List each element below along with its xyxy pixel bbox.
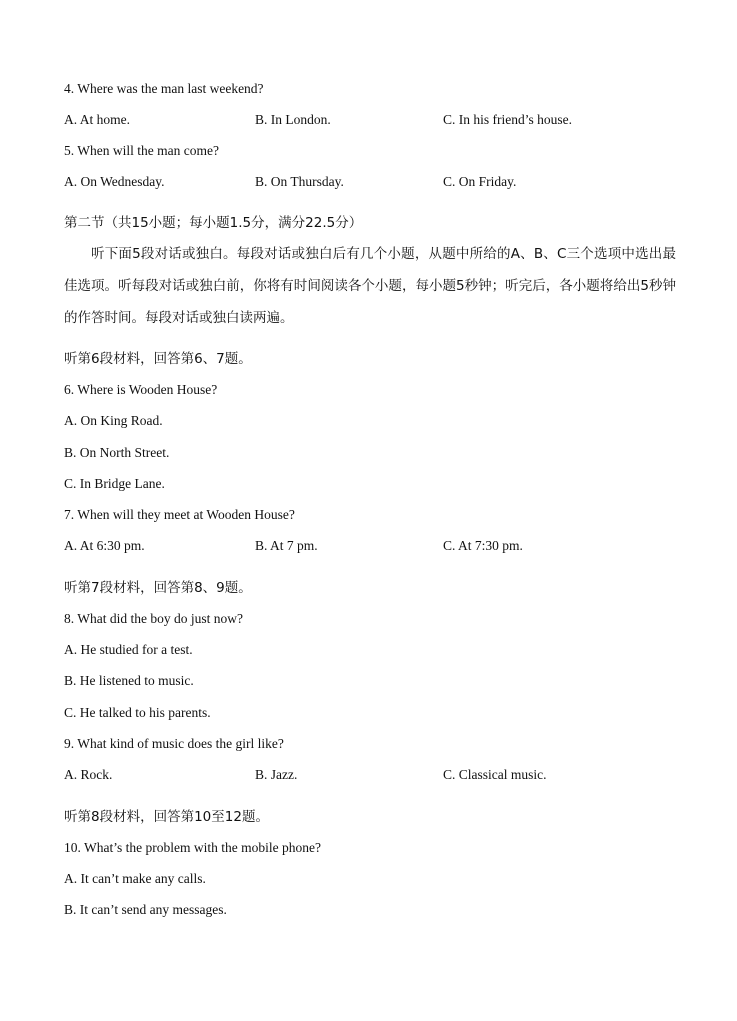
question-5-option-c: C. On Friday.	[443, 174, 517, 189]
material-8-heading: 听第8段材料，回答第10至12题。	[64, 809, 269, 825]
question-8: 8. What did the boy do just now?	[64, 611, 243, 626]
question-7-option-b: B. At 7 pm.	[255, 538, 318, 553]
section-2-heading: 第二节（共15小题；每小题1.5分，满分22.5分）	[64, 215, 363, 231]
question-8-option-b: B. He listened to music.	[64, 673, 194, 688]
question-4-option-a: A. At home.	[64, 112, 130, 127]
question-7: 7. When will they meet at Wooden House?	[64, 507, 295, 522]
question-6: 6. Where is Wooden House?	[64, 382, 218, 397]
question-4-option-c: C. In his friend’s house.	[443, 112, 572, 127]
question-10-option-a: A. It can’t make any calls.	[64, 871, 206, 886]
question-5-option-a: A. On Wednesday.	[64, 174, 165, 189]
question-4: 4. Where was the man last weekend?	[64, 81, 264, 96]
question-8-option-a: A. He studied for a test.	[64, 642, 193, 657]
question-7-option-a: A. At 6:30 pm.	[64, 538, 145, 553]
question-8-option-c: C. He talked to his parents.	[64, 705, 211, 720]
question-6-option-c: C. In Bridge Lane.	[64, 476, 165, 491]
material-6-heading: 听第6段材料，回答第6、7题。	[64, 351, 252, 367]
question-5-option-b: B. On Thursday.	[255, 174, 344, 189]
question-7-option-c: C. At 7:30 pm.	[443, 538, 523, 553]
question-9-option-a: A. Rock.	[64, 767, 113, 782]
section-2-instructions: 听下面5段对话或独白。每段对话或独白后有几个小题，从题中所给的A、B、C三个选项中选出最佳选项。听每段对话或独白前，你将有时间阅读各个小题，每小题5秒钟；听完后，各小题将给出5秒钟的作答时间。每段对话或独白读两遍。	[64, 246, 676, 326]
question-10-option-b: B. It can’t send any messages.	[64, 902, 227, 917]
question-6-option-a: A. On King Road.	[64, 413, 163, 428]
question-9: 9. What kind of music does the girl like?	[64, 736, 284, 751]
material-7-heading: 听第7段材料，回答第8、9题。	[64, 580, 252, 596]
question-6-option-b: B. On North Street.	[64, 445, 170, 460]
question-9-option-c: C. Classical music.	[443, 767, 547, 782]
question-9-option-b: B. Jazz.	[255, 767, 298, 782]
question-4-option-b: B. In London.	[255, 112, 331, 127]
question-10: 10. What’s the problem with the mobile phone?	[64, 840, 321, 855]
question-5: 5. When will the man come?	[64, 143, 219, 158]
